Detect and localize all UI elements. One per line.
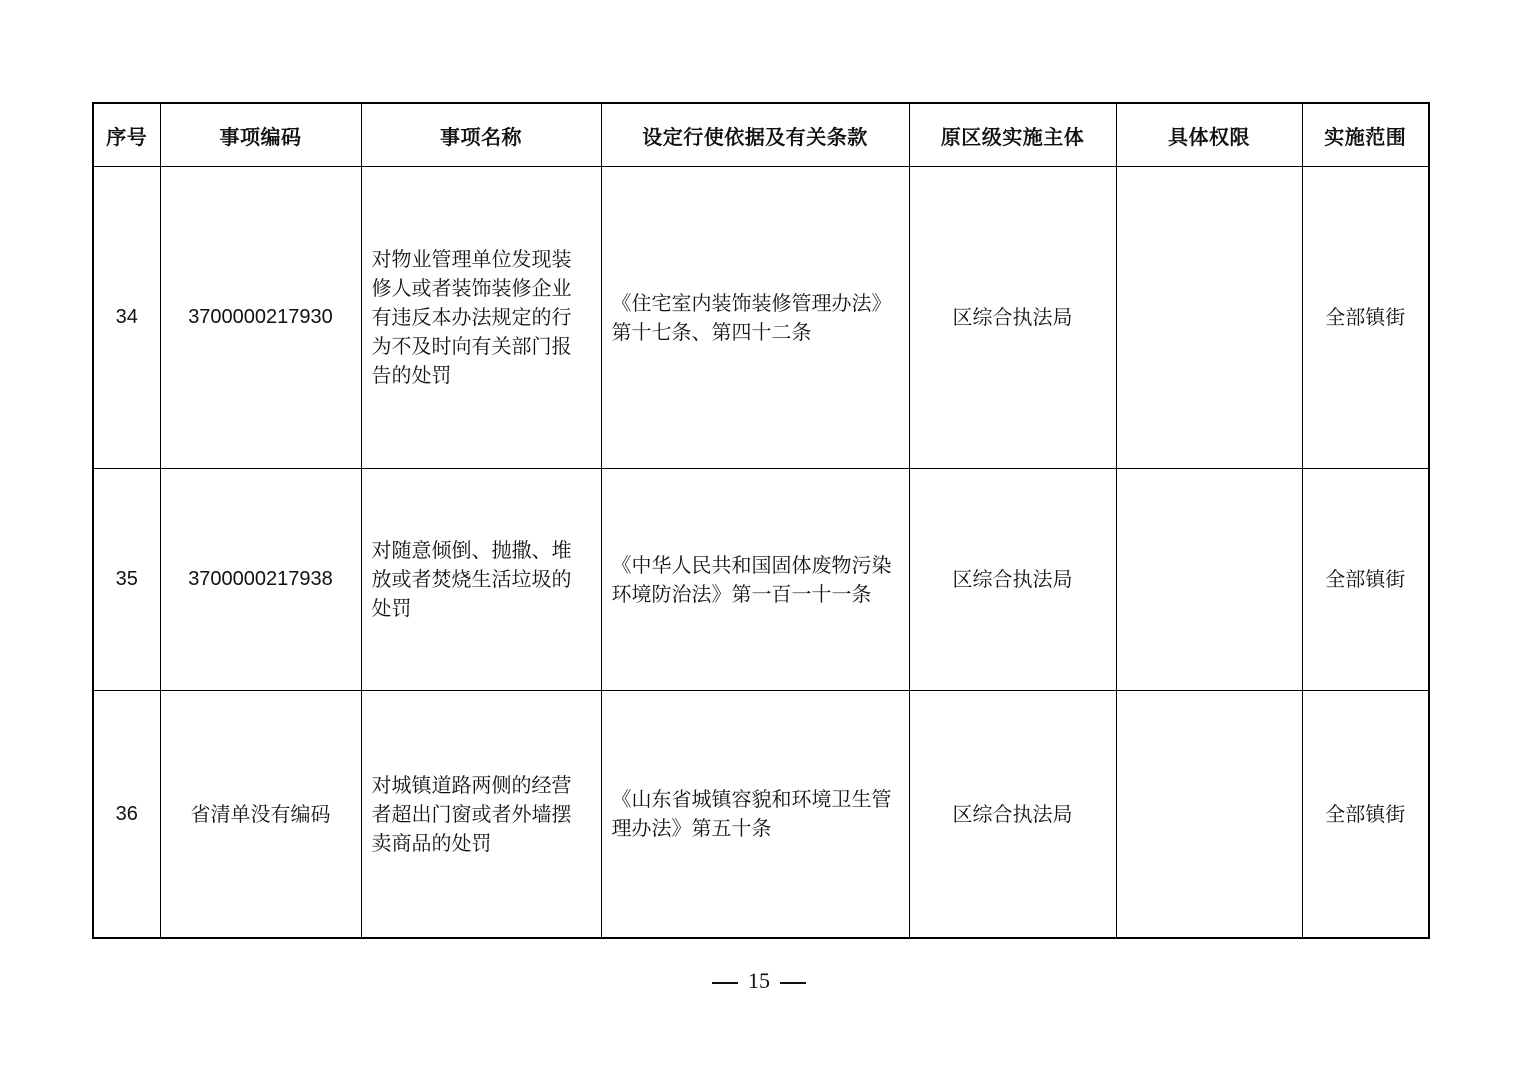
cell-authority bbox=[1116, 167, 1302, 469]
cell-authority bbox=[1116, 469, 1302, 691]
cell-subject: 区综合执法局 bbox=[909, 691, 1116, 939]
dash-left bbox=[712, 982, 738, 984]
cell-basis: 《中华人民共和国固体废物污染环境防治法》第一百一十一条 bbox=[601, 469, 909, 691]
header-authority: 具体权限 bbox=[1116, 103, 1302, 167]
page-footer bbox=[0, 968, 1518, 994]
matters-table bbox=[92, 102, 1430, 939]
cell-no: 36 bbox=[93, 691, 160, 939]
header-scope: 实施范围 bbox=[1302, 103, 1429, 167]
table-row bbox=[93, 469, 1429, 691]
page-number: 15 bbox=[748, 968, 770, 993]
cell-basis: 《山东省城镇容貌和环境卫生管理办法》第五十条 bbox=[601, 691, 909, 939]
header-basis: 设定行使依据及有关条款 bbox=[601, 103, 909, 167]
cell-basis: 《住宅室内装饰装修管理办法》第十七条、第四十二条 bbox=[601, 167, 909, 469]
header-name: 事项名称 bbox=[361, 103, 601, 167]
header-no: 序号 bbox=[93, 103, 160, 167]
cell-code: 省清单没有编码 bbox=[160, 691, 361, 939]
header-code: 事项编码 bbox=[160, 103, 361, 167]
cell-code: 3700000217938 bbox=[160, 469, 361, 691]
dash-right bbox=[780, 982, 806, 984]
cell-scope: 全部镇街 bbox=[1302, 691, 1429, 939]
cell-authority bbox=[1116, 691, 1302, 939]
cell-name: 对城镇道路两侧的经营者超出门窗或者外墙摆卖商品的处罚 bbox=[361, 691, 601, 939]
cell-code: 3700000217930 bbox=[160, 167, 361, 469]
cell-scope: 全部镇街 bbox=[1302, 167, 1429, 469]
table-row bbox=[93, 167, 1429, 469]
cell-no: 34 bbox=[93, 167, 160, 469]
header-subject: 原区级实施主体 bbox=[909, 103, 1116, 167]
cell-name: 对随意倾倒、抛撒、堆放或者焚烧生活垃圾的处罚 bbox=[361, 469, 601, 691]
cell-name: 对物业管理单位发现装修人或者装饰装修企业有违反本办法规定的行为不及时向有关部门报告的处罚 bbox=[361, 167, 601, 469]
cell-subject: 区综合执法局 bbox=[909, 167, 1116, 469]
header-row bbox=[93, 103, 1429, 167]
table-row bbox=[93, 691, 1429, 939]
cell-subject: 区综合执法局 bbox=[909, 469, 1116, 691]
cell-scope: 全部镇街 bbox=[1302, 469, 1429, 691]
cell-no: 35 bbox=[93, 469, 160, 691]
